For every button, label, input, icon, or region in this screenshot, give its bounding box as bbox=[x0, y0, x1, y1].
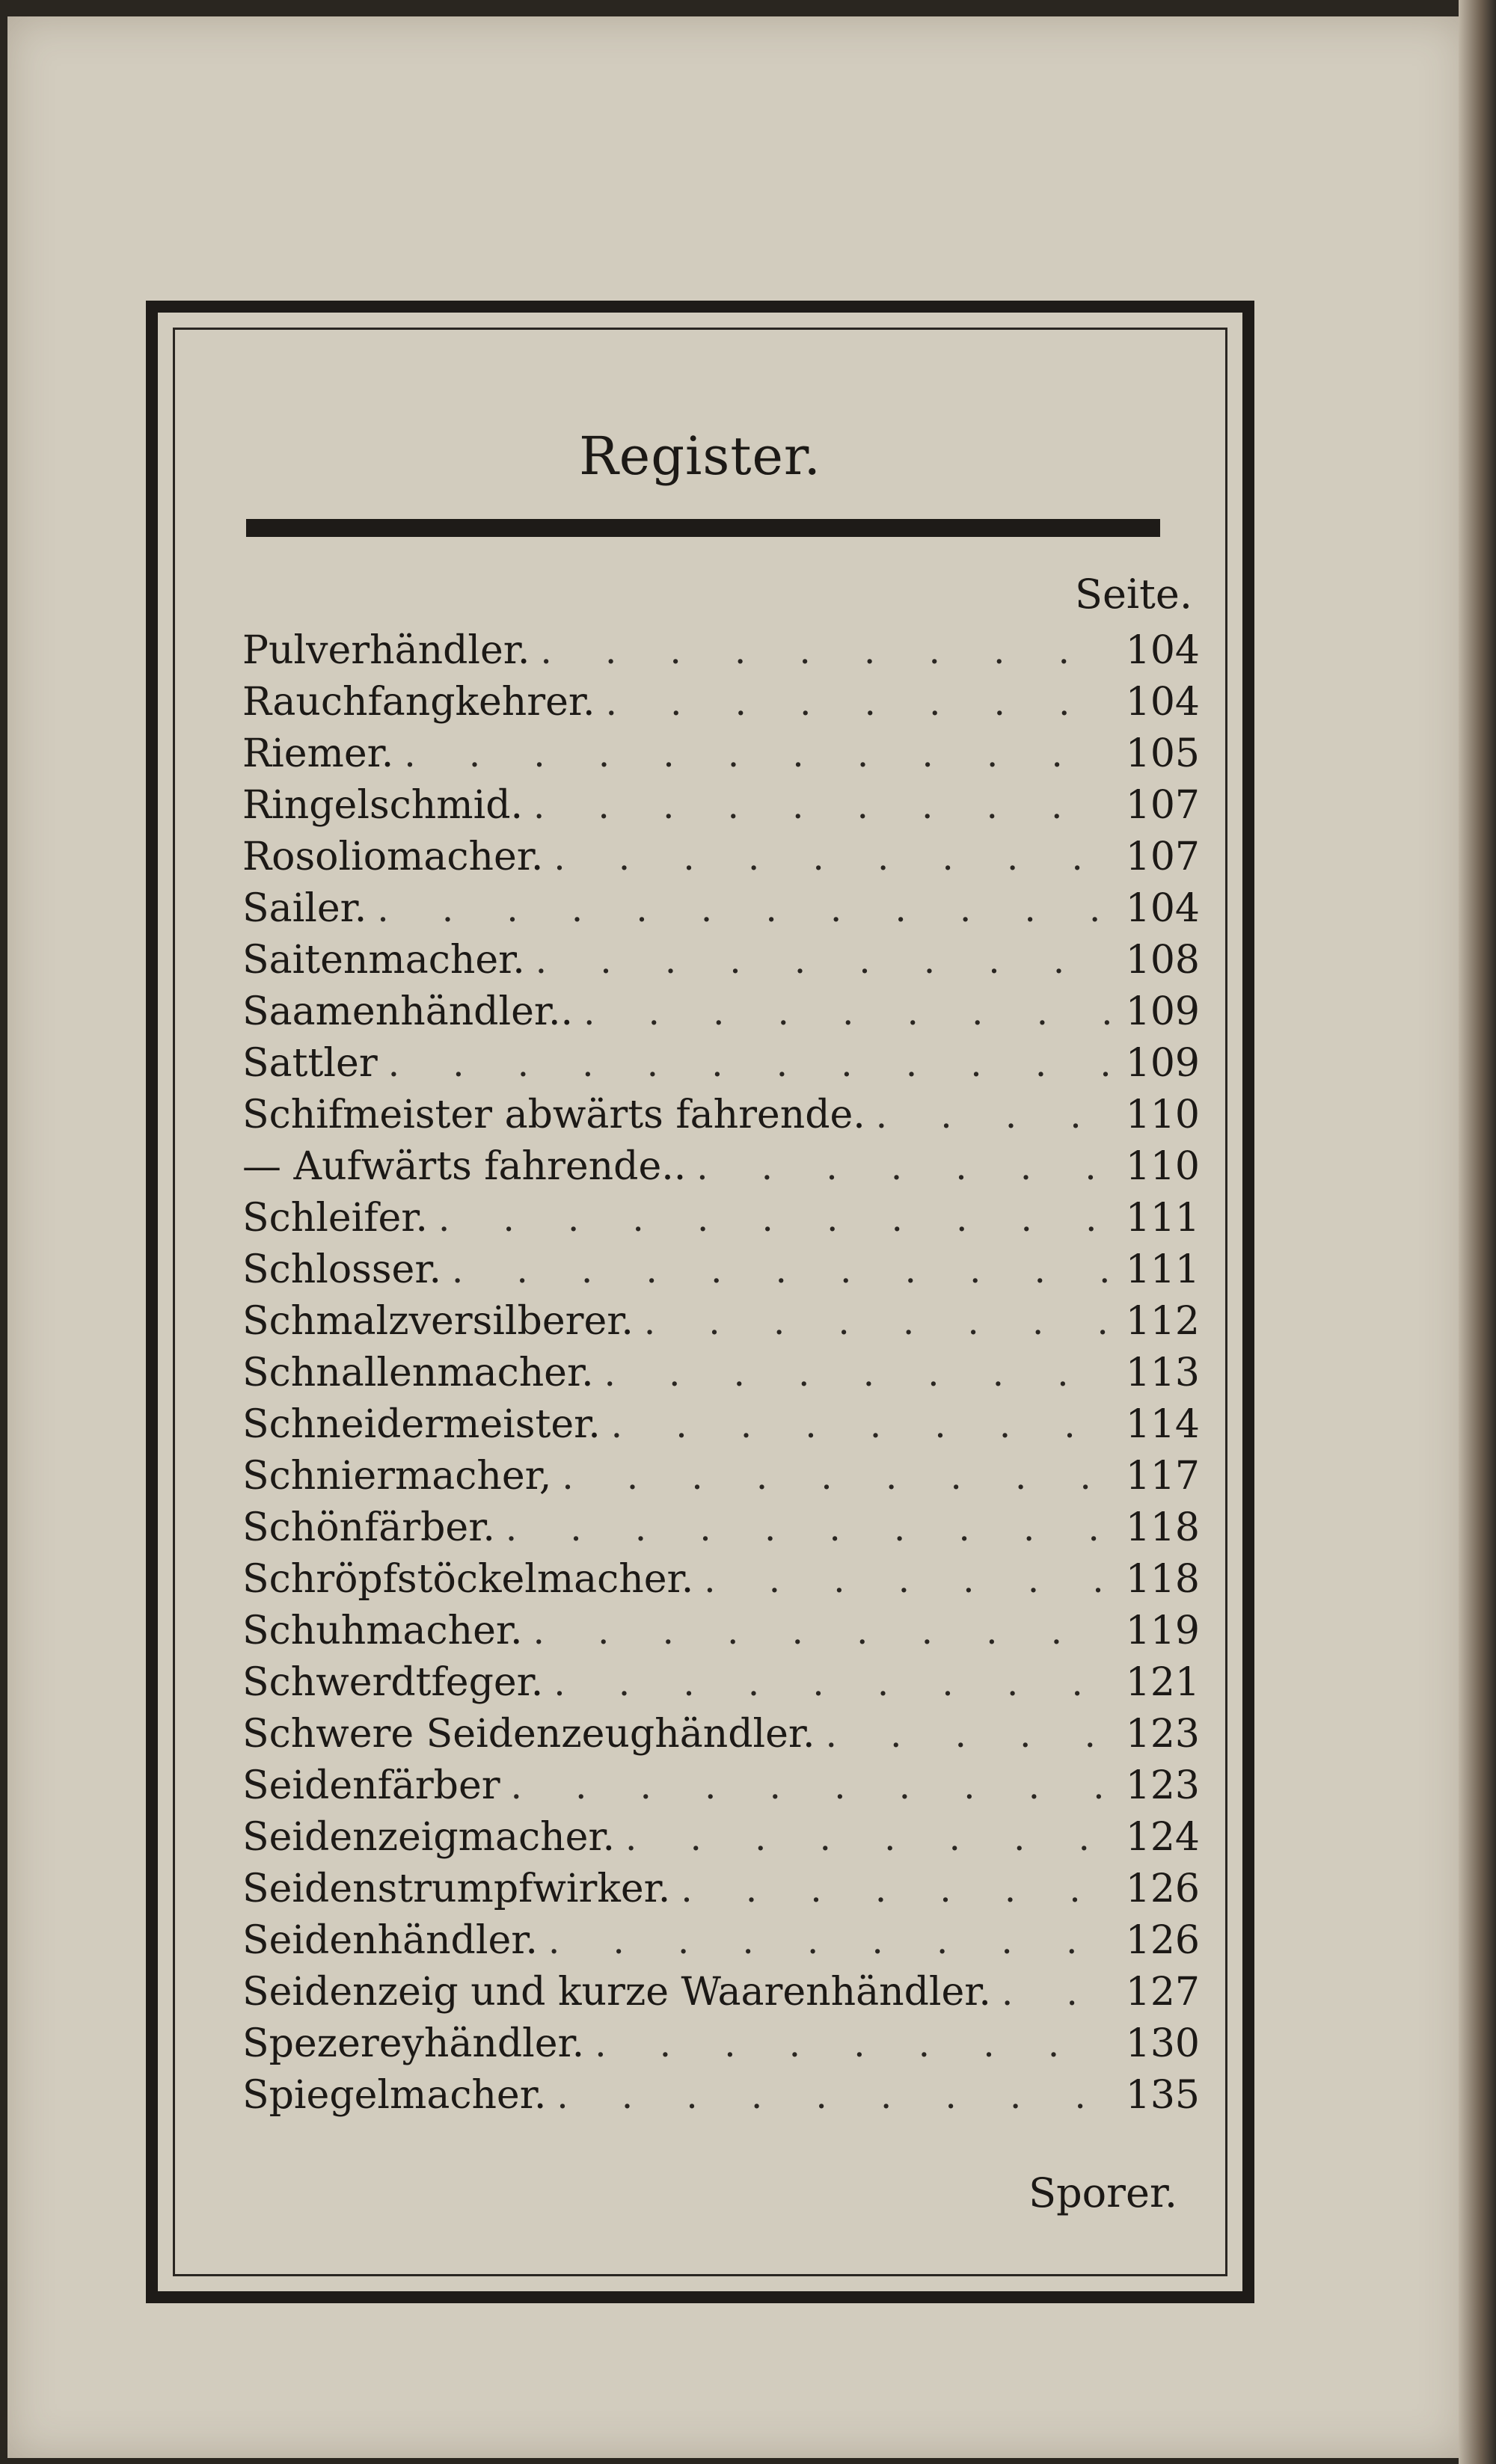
index-entry bbox=[242, 1038, 1200, 1090]
entry-page-number: 105 bbox=[1125, 731, 1200, 776]
index-entry bbox=[242, 728, 1200, 780]
dot-leader bbox=[876, 1090, 1113, 1142]
entry-name: Rosoliomacher. bbox=[242, 835, 544, 879]
index-entry bbox=[242, 1451, 1200, 1502]
index-entry bbox=[242, 1193, 1200, 1244]
index-entry bbox=[242, 1141, 1200, 1193]
dot-leader bbox=[452, 1245, 1113, 1297]
entry-name: Schwerdtfeger. bbox=[242, 1660, 544, 1705]
entry-name: Schneidermeister. bbox=[242, 1402, 601, 1447]
entry-name: Spezereyhändler. bbox=[242, 2021, 585, 2066]
inner-border bbox=[173, 328, 1227, 2276]
index-entry bbox=[242, 1554, 1200, 1606]
entry-name: Schmalzversilberer. bbox=[242, 1299, 634, 1344]
index-list bbox=[242, 625, 1200, 2122]
dot-leader bbox=[511, 1761, 1113, 1813]
dot-leader bbox=[438, 1193, 1113, 1245]
entry-name: Schlosser. bbox=[242, 1247, 441, 1292]
entry-name: Schröpfstöckelmacher. bbox=[242, 1557, 694, 1602]
title-rule bbox=[246, 519, 1160, 537]
entry-name: Ringelschmid. bbox=[242, 783, 524, 828]
index-entry bbox=[242, 677, 1200, 728]
entry-name: Schnallenmacher. bbox=[242, 1351, 594, 1395]
index-entry bbox=[242, 2018, 1200, 2070]
dot-leader bbox=[625, 1813, 1113, 1864]
entry-page-number: 135 bbox=[1125, 2073, 1200, 2118]
index-entry bbox=[242, 1296, 1200, 1348]
page-title: Register. bbox=[579, 425, 821, 487]
entry-name: Schniermacher, bbox=[242, 1454, 552, 1499]
index-entry bbox=[242, 1812, 1200, 1864]
index-entry bbox=[242, 883, 1200, 935]
entry-page-number: 119 bbox=[1125, 1609, 1200, 1653]
entry-name: Sattler bbox=[242, 1041, 378, 1086]
entry-page-number: 108 bbox=[1125, 938, 1200, 983]
entry-name: Schuhmacher. bbox=[242, 1609, 523, 1653]
entry-name: Saitenmacher. bbox=[242, 938, 525, 983]
page-border-frame bbox=[146, 301, 1254, 2303]
entry-page-number: 118 bbox=[1125, 1505, 1200, 1550]
entry-name: — Aufwärts fahrende.. bbox=[242, 1144, 687, 1189]
entry-page-number: 109 bbox=[1125, 989, 1200, 1034]
entry-name: Sailer. bbox=[242, 886, 367, 931]
page-edge bbox=[1459, 0, 1496, 2464]
dot-leader bbox=[377, 884, 1113, 935]
index-entry bbox=[242, 1606, 1200, 1657]
dot-leader bbox=[554, 832, 1113, 884]
entry-page-number: 124 bbox=[1125, 1815, 1200, 1860]
entry-name: Pulverhändler. bbox=[242, 628, 530, 673]
dot-leader bbox=[554, 1658, 1113, 1709]
dot-leader bbox=[606, 678, 1113, 729]
index-entry bbox=[242, 2070, 1200, 2122]
book-page bbox=[7, 16, 1466, 2458]
dot-leader bbox=[548, 1916, 1113, 1967]
catchword: Sporer. bbox=[1028, 2169, 1177, 2216]
entry-name: Seidenfärber bbox=[242, 1763, 500, 1808]
index-entry bbox=[242, 1502, 1200, 1554]
index-entry bbox=[242, 1090, 1200, 1141]
entry-page-number: 107 bbox=[1125, 835, 1200, 879]
entry-page-number: 104 bbox=[1125, 886, 1200, 931]
index-entry bbox=[242, 935, 1200, 986]
entry-name: Riemer. bbox=[242, 731, 394, 776]
dot-leader bbox=[540, 626, 1113, 678]
entry-page-number: 118 bbox=[1125, 1557, 1200, 1602]
page-column-header: Seite. bbox=[1074, 571, 1192, 618]
index-entry bbox=[242, 832, 1200, 883]
entry-name: Seidenstrumpfwirker. bbox=[242, 1867, 671, 1911]
dot-leader bbox=[562, 1451, 1113, 1503]
dot-leader bbox=[533, 1606, 1113, 1658]
entry-page-number: 113 bbox=[1125, 1351, 1200, 1395]
entry-page-number: 104 bbox=[1125, 628, 1200, 673]
entry-name: Saamenhändler.. bbox=[242, 989, 574, 1034]
entry-name: Schifmeister abwärts fahrende. bbox=[242, 1093, 865, 1137]
index-entry bbox=[242, 780, 1200, 832]
entry-page-number: 111 bbox=[1125, 1196, 1200, 1241]
entry-page-number: 107 bbox=[1125, 783, 1200, 828]
entry-page-number: 104 bbox=[1125, 680, 1200, 725]
index-entry bbox=[242, 1399, 1200, 1451]
entry-name: Seidenzeig und kurze Waarenhändler. bbox=[242, 1970, 991, 2015]
entry-page-number: 127 bbox=[1125, 1970, 1200, 2015]
index-entry bbox=[242, 1244, 1200, 1296]
dot-leader bbox=[595, 2019, 1113, 2071]
dot-leader bbox=[704, 1555, 1113, 1606]
entry-name: Schönfärber. bbox=[242, 1505, 495, 1550]
entry-page-number: 123 bbox=[1125, 1763, 1200, 1808]
dot-leader bbox=[506, 1503, 1113, 1555]
entry-page-number: 130 bbox=[1125, 2021, 1200, 2066]
index-entry bbox=[242, 1760, 1200, 1812]
entry-page-number: 123 bbox=[1125, 1712, 1200, 1757]
entry-page-number: 126 bbox=[1125, 1918, 1200, 1963]
index-entry bbox=[242, 1657, 1200, 1709]
entry-page-number: 109 bbox=[1125, 1041, 1200, 1086]
entry-page-number: 112 bbox=[1125, 1299, 1200, 1344]
dot-leader bbox=[611, 1400, 1113, 1451]
dot-leader bbox=[696, 1142, 1113, 1193]
dot-leader bbox=[583, 987, 1113, 1039]
index-entry bbox=[242, 1864, 1200, 1915]
entry-name: Schwere Seidenzeughändler. bbox=[242, 1712, 815, 1757]
entry-page-number: 110 bbox=[1125, 1093, 1200, 1137]
dot-leader bbox=[604, 1348, 1113, 1400]
dot-leader bbox=[557, 2071, 1113, 2122]
entry-name: Spiegelmacher. bbox=[242, 2073, 547, 2118]
index-entry bbox=[242, 1709, 1200, 1760]
entry-page-number: 121 bbox=[1125, 1660, 1200, 1705]
index-entry bbox=[242, 986, 1200, 1038]
dot-leader bbox=[536, 935, 1113, 987]
entry-page-number: 114 bbox=[1125, 1402, 1200, 1447]
dot-leader bbox=[826, 1709, 1113, 1761]
entry-page-number: 110 bbox=[1125, 1144, 1200, 1189]
dot-leader bbox=[1002, 1967, 1113, 2019]
entry-page-number: 126 bbox=[1125, 1867, 1200, 1911]
index-entry bbox=[242, 625, 1200, 677]
entry-page-number: 117 bbox=[1125, 1454, 1200, 1499]
entry-page-number: 111 bbox=[1125, 1247, 1200, 1292]
dot-leader bbox=[644, 1297, 1113, 1348]
dot-leader bbox=[404, 729, 1113, 781]
dot-leader bbox=[533, 781, 1113, 832]
index-entry bbox=[242, 1348, 1200, 1399]
entry-name: Rauchfangkehrer. bbox=[242, 680, 595, 725]
index-entry bbox=[242, 1915, 1200, 1967]
entry-name: Seidenzeigmacher. bbox=[242, 1815, 616, 1860]
entry-name: Seidenhändler. bbox=[242, 1918, 538, 1963]
dot-leader bbox=[681, 1864, 1113, 1916]
dot-leader bbox=[388, 1039, 1113, 1090]
entry-name: Schleifer. bbox=[242, 1196, 428, 1241]
index-entry bbox=[242, 1967, 1200, 2018]
